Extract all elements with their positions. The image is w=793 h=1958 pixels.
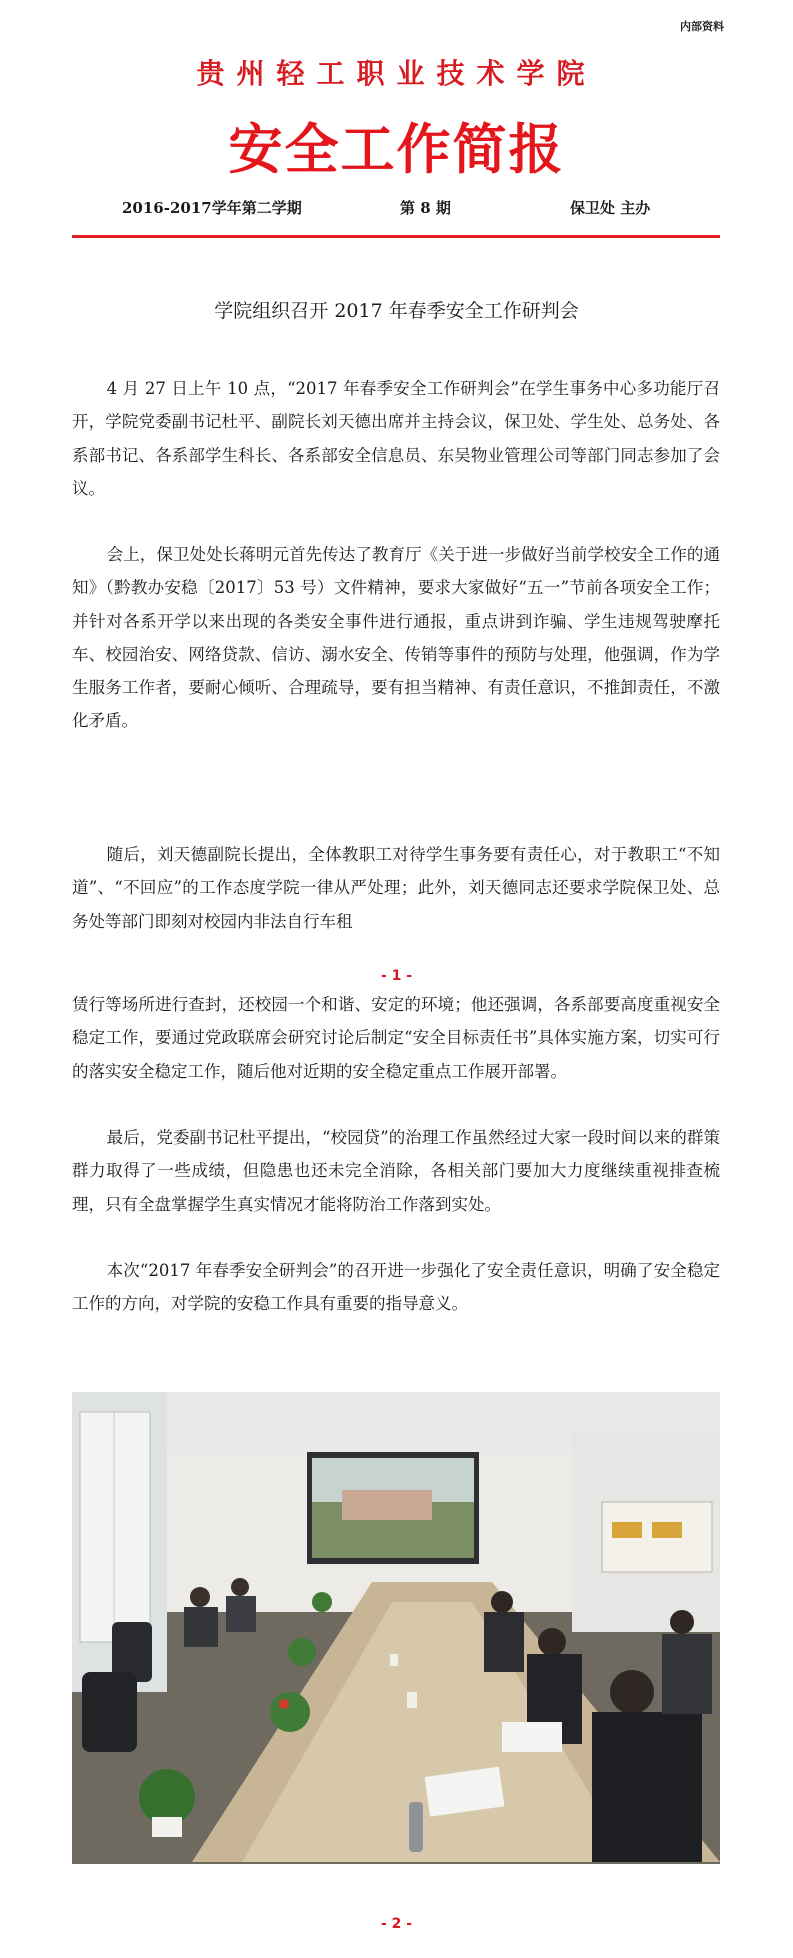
paragraph-opening: 4 月 27 日上午 10 点，“2017 年春季安全工作研判会”在学生事务中心多功能厅召开，学院党委副书记杜平、副院长刘天德出席并主持会议，保卫处、学生处、总务处、各系部书记、各系部学生科长、各系部安全信息员、东吴物业管理公司等部门同志参加了会议。 xyxy=(72,379,720,498)
issue-number: 第 8 期 xyxy=(400,199,451,217)
school-name: 贵州轻工职业技术学院 xyxy=(196,57,597,90)
semester-label: 2016-2017学年第二学期 xyxy=(122,199,302,217)
meeting-photo xyxy=(72,1392,720,1864)
sponsor-label: 保卫处 主办 xyxy=(570,199,651,217)
bulletin-title: 安全工作简报 xyxy=(228,118,565,181)
paragraph-meeting: 会上，保卫处处长蒋明元首先传达了教育厅《关于进一步做好当前学校安全工作的通知》（黔教办安稳〔2017〕53 号）文件精神，要求大家做好“五一”节前各项安全工作；并针对各系开学以来出现的各类安全事件进行通报，重点讲到诈骗、学生违规驾驶摩托车、校园治安、网络贷款、信访、溺水安全、传销等事件的预防与处理，他强调，作为学生服务工作者，要耐心倾听、合理疏导，要有担当精神、有责任意识，不推卸责任，不激化矛盾。 xyxy=(72,545,720,731)
paragraph-du: 最后，党委副书记杜平提出，“校园贷”的治理工作虽然经过大家一段时间以来的群策群力取得了一些成绩，但隐患也还未完全消除，各相关部门要加大力度继续重视排查梳理，只有全盘掌握学生真实情况才能将防治工作落到实处。 xyxy=(72,1128,720,1214)
paragraph-liu-part2: 赁行等场所进行查封，还校园一个和谐、安定的环境；他还强调，各系部要高度重视安全稳定工作，要通过党政联席会研究讨论后制定“安全目标责任书”具体实施方案，切实可行的落实安全稳定工作，随后他对近期的安全稳定重点工作展开部署。 xyxy=(72,995,720,1081)
paragraph-liu-part1: 随后，刘天德副院长提出，全体教职工对待学生事务要有责任心，对于教职工“不知道”、“不回应”的工作态度学院一律从严处理；此外，刘天德同志还要求学院保卫处、总务处等部门即刻对校园内非法自行车租 xyxy=(72,845,720,931)
page-number-2: - 2 - xyxy=(380,1916,413,1932)
page-number-1: - 1 - xyxy=(380,968,413,984)
article-title: 学院组织召开 2017 年春季安全工作研判会 xyxy=(214,300,579,322)
header-divider xyxy=(72,235,720,238)
internal-material-label: 内部资料 xyxy=(680,20,724,33)
paragraph-closing: 本次“2017 年春季安全研判会”的召开进一步强化了安全责任意识，明确了安全稳定工作的方向，对学院的安稳工作具有重要的指导意义。 xyxy=(72,1261,720,1314)
